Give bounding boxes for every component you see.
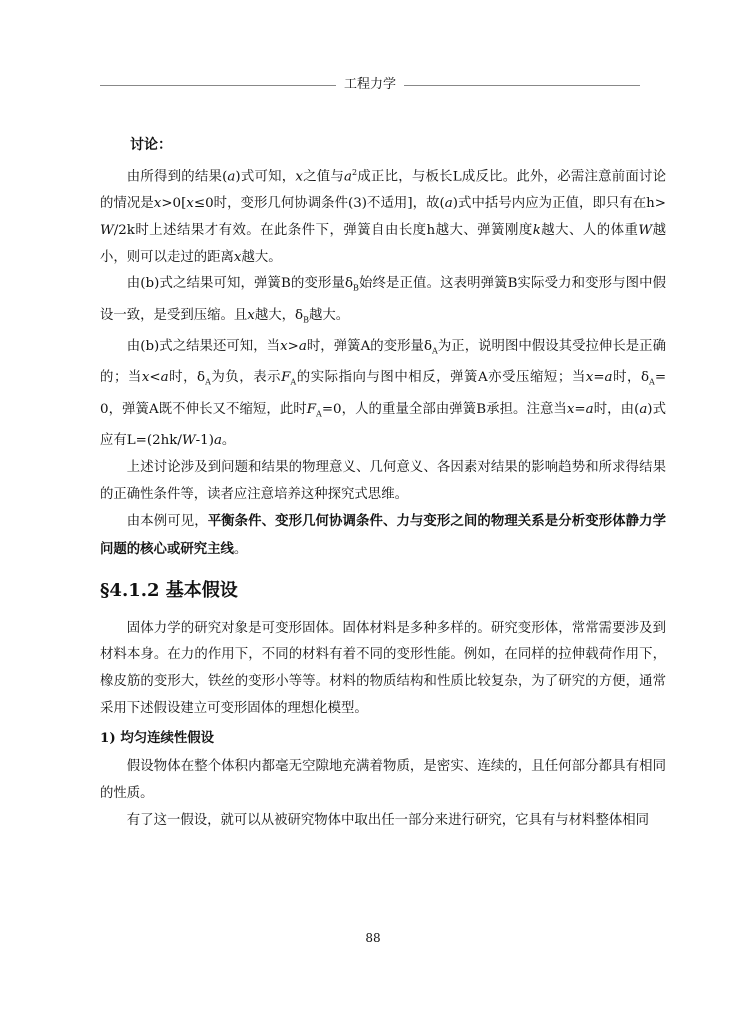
text: 成正比，与板长L成反比。此外，必需注意前面讨论的情况是 <box>100 169 667 212</box>
text: 时，δ <box>612 370 650 386</box>
var: a <box>639 401 648 417</box>
text: )式可知， <box>235 169 296 185</box>
paragraph-5 <box>100 508 666 563</box>
text: 始终是正值。这表明弹簧B实际受力和变形与图中假设一致，是受到压缩。且 <box>100 276 666 323</box>
text: 。 <box>233 541 248 557</box>
text: /2k时上述结果才有效。在此条件下，弹簧自由长度h越大、弹簧刚度 <box>113 222 533 238</box>
text: 之值与 <box>302 169 345 185</box>
var: x=a <box>585 370 613 386</box>
bold-text: 平衡条件、变形几何协调条件、力与变形之间的物理关系是分析变形体静力学问题的核心或研究主线 <box>100 513 667 557</box>
var: k <box>532 222 541 238</box>
text: 越小，则可以走过的距离 <box>100 222 666 265</box>
var: W <box>638 222 653 238</box>
text: 为负，表示 <box>210 370 282 386</box>
header-title: 工程力学 <box>336 77 404 92</box>
paragraph-7: 假设物体在整个体积内都毫无空隙地充满着物质，是密实、连续的，且任何部分都具有相同的性质。 <box>100 759 666 802</box>
text: 为正，说明图中假设其受拉伸长是正确的；当 <box>100 339 666 386</box>
var: x <box>247 307 255 323</box>
header-title-wrap <box>100 76 640 94</box>
text: 由本例可见， <box>126 514 208 530</box>
subscript: B <box>353 283 359 293</box>
text: =0，人的重量全部由弹簧B承担。注意当 <box>321 401 567 417</box>
text: ≤0时，变形几何协调条件(3)不适用]，故( <box>193 196 445 212</box>
paragraph-8: 有了这一假设，就可以从被研究物体中取出任一部分来进行研究，它具有与材料整体相同 <box>126 812 650 828</box>
discussion-heading: 讨论： <box>130 137 172 153</box>
subscript: A <box>432 346 438 356</box>
page-number: 88 <box>365 931 381 945</box>
var: a <box>213 433 222 449</box>
text: =0，弹簧A既不伸长又不缩短，此时 <box>100 370 667 417</box>
text: 越大、人的体重 <box>540 222 639 238</box>
subscript: A <box>316 409 322 419</box>
section-heading: §4.1.2 基本假设 <box>100 579 238 601</box>
paragraph-3 <box>100 334 666 455</box>
subscript: B <box>303 315 309 325</box>
text: 时，由( <box>593 401 640 417</box>
text: 时，弹簧A的变形量δ <box>306 339 433 355</box>
var: W <box>100 222 114 238</box>
subscript: A <box>290 378 297 388</box>
var: x<a <box>141 370 169 386</box>
text: -1) <box>195 433 214 449</box>
var: x <box>186 196 194 212</box>
var: a <box>344 169 353 185</box>
text: 。 <box>221 433 236 449</box>
page-body <box>100 133 666 835</box>
var: F <box>281 370 291 386</box>
running-header <box>100 76 640 96</box>
subscript: A <box>649 378 655 388</box>
text: )式中括号内应为正值，即只有在h> <box>452 196 666 212</box>
var: x <box>233 249 242 265</box>
var: W <box>181 433 196 449</box>
var: a <box>444 196 453 212</box>
text: 由(b)式之结果可知，弹簧B的变形量δ <box>126 276 354 292</box>
text: 的实际指向与图中相反，弹簧A亦受压缩短；当 <box>296 370 586 386</box>
var: x>a <box>280 339 307 355</box>
subsection-heading: 1) 均匀连续性假设 <box>100 730 215 747</box>
paragraph-4: 上述讨论涉及到问题和结果的物理意义、几何意义、各因素对结果的影响趋势和所求得结果的正确性条件等，读者应注意培养这种探究式思维。 <box>100 459 666 502</box>
text: 由(b)式之结果还可知，当 <box>126 339 281 355</box>
text: 时，δ <box>168 370 206 386</box>
text: 越大。 <box>308 307 350 323</box>
paragraph-1 <box>100 160 666 271</box>
var: x <box>153 196 162 212</box>
text: )式应有L=(2hk/ <box>100 401 666 449</box>
paragraph-2 <box>100 271 666 334</box>
var: F <box>306 401 317 417</box>
text: 越大。 <box>241 249 282 265</box>
subscript: A <box>205 378 211 388</box>
paragraph-6: 固体力学的研究对象是可变形固体。固体材料是多种多样的。研究变形体，常常需要涉及到材料本身。在力的作用下，不同的材料有着不同的变形性能。例如，在同样的拉伸载荷作用下，橡皮筋的变形大，铁丝的变形小等等。材料的物质结构和性质比较复杂，为了研究的方便，通常采用下述假设建立可变形固体的理想化模型。 <box>100 620 666 716</box>
var: x <box>295 169 303 185</box>
text: 越大，δ <box>254 307 304 323</box>
var: a <box>227 169 236 185</box>
text: 由所得到的结果( <box>126 169 228 185</box>
text: >0[ <box>161 196 187 212</box>
var: x=a <box>566 401 594 417</box>
superscript: 2 <box>352 168 358 177</box>
